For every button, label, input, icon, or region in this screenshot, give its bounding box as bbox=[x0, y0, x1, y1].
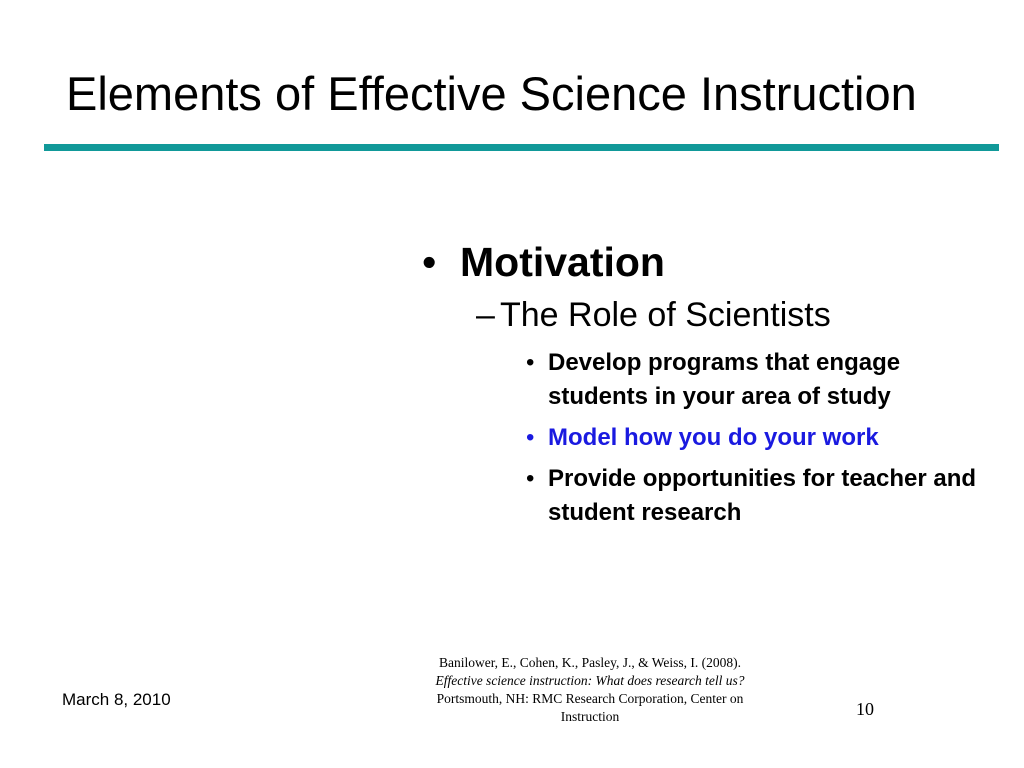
bullet-level3-item bbox=[420, 462, 998, 530]
bullet-icon: • bbox=[526, 423, 535, 451]
bullet-level2-text: The Role of Scientists bbox=[500, 296, 831, 335]
dash-icon: – bbox=[476, 296, 495, 335]
bullet-icon: • bbox=[422, 239, 437, 285]
footer-date: March 8, 2010 bbox=[62, 690, 171, 709]
bullet-icon: • bbox=[526, 464, 535, 492]
bullet-level2 bbox=[420, 295, 1020, 336]
bullet-level3-list bbox=[420, 346, 1020, 530]
citation bbox=[418, 654, 762, 726]
slide-title: Elements of Effective Science Instruction bbox=[66, 67, 917, 120]
bullet-level3-item-highlighted bbox=[420, 421, 998, 455]
bullet-level3-text: Model how you do your work bbox=[548, 423, 879, 451]
bullet-level3-text: Provide opportunities for teacher and student research bbox=[548, 464, 977, 526]
bullet-level3-item bbox=[420, 346, 998, 414]
citation-publisher: Portsmouth, NH: RMC Research Corporation, Center on Instruction bbox=[436, 691, 744, 724]
bullet-level1 bbox=[420, 238, 1020, 287]
title-underline-rule bbox=[44, 144, 999, 151]
citation-title: Effective science instruction: What does research tell us? bbox=[435, 673, 745, 688]
bullet-icon: • bbox=[526, 348, 535, 376]
citation-authors: Banilower, E., Cohen, K., Pasley, J., & Weiss, I. (2008). bbox=[438, 655, 742, 670]
bullet-level1-text: Motivation bbox=[460, 239, 665, 285]
slide-content bbox=[420, 238, 1020, 537]
bullet-level3-text: Develop programs that engage students in your area of study bbox=[548, 348, 901, 410]
page-number: 10 bbox=[856, 699, 874, 719]
